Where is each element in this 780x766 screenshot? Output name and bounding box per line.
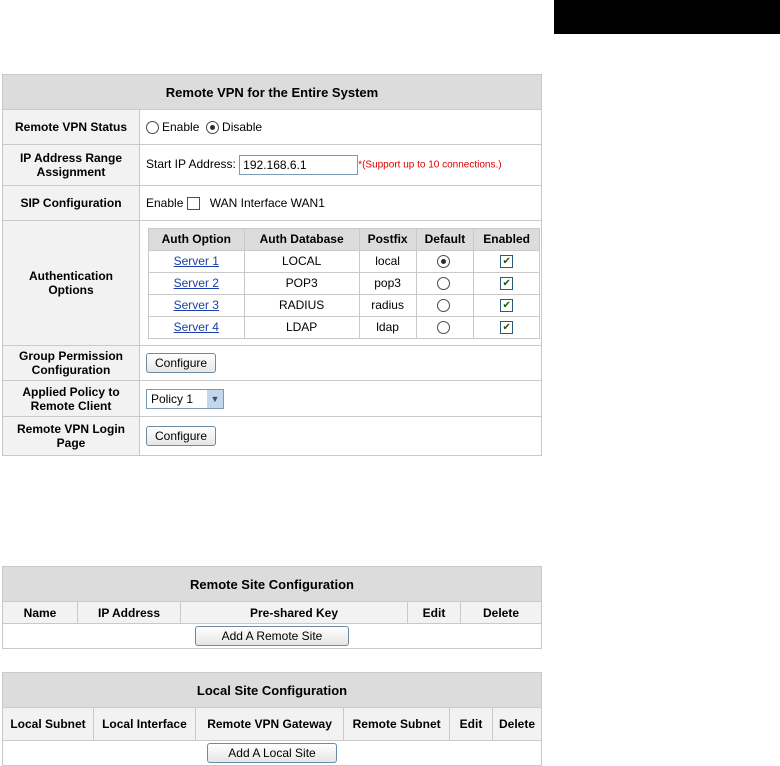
status-enable-label: Enable [162, 119, 200, 134]
sip-row [3, 186, 542, 221]
login-configure-button[interactable]: Configure [146, 426, 216, 446]
auth-header-enabled: Enabled [474, 228, 540, 250]
chevron-down-icon[interactable]: ▼ [207, 390, 223, 408]
auth-database: POP3 [244, 272, 359, 294]
enabled-checkbox-4[interactable]: ✔ [500, 321, 513, 334]
add-remote-site-button[interactable]: Add A Remote Site [195, 626, 350, 646]
remote-site-header-delete: Delete [461, 602, 542, 624]
remote-site-title: Remote Site Configuration [3, 567, 542, 602]
sip-label: SIP Configuration [3, 186, 140, 221]
login-page-label: Remote VPN Login Page [3, 417, 140, 456]
server-3-link[interactable]: Server 3 [173, 298, 219, 312]
remote-vpn-title: Remote VPN for the Entire System [3, 75, 542, 110]
auth-database: RADIUS [244, 294, 359, 316]
sip-enable-checkbox[interactable] [187, 197, 200, 210]
group-permission-label: Group Permission Configuration [3, 346, 140, 381]
local-site-header-gateway: Remote VPN Gateway [195, 708, 343, 741]
policy-selected-value: Policy 1 [151, 391, 194, 406]
group-configure-button[interactable]: Configure [146, 353, 216, 373]
login-page-row [3, 417, 542, 456]
remote-site-panel [2, 566, 542, 649]
remote-site-header-ip: IP Address [78, 602, 181, 624]
server-4-link[interactable]: Server 4 [173, 320, 219, 334]
enabled-checkbox-3[interactable]: ✔ [500, 299, 513, 312]
ip-range-label: IP Address Range Assignment [3, 145, 140, 186]
local-site-title: Local Site Configuration [3, 673, 542, 708]
status-disable-radio[interactable] [206, 121, 219, 134]
auth-postfix: ldap [359, 316, 416, 338]
connections-note: *(Support up to 10 connections.) [358, 159, 502, 171]
server-1-link[interactable]: Server 1 [173, 254, 219, 268]
policy-label: Applied Policy to Remote Client [3, 381, 140, 417]
remote-site-header-edit: Edit [408, 602, 461, 624]
auth-header-database: Auth Database [244, 228, 359, 250]
local-site-header-delete: Delete [493, 708, 542, 741]
ip-range-row [3, 145, 542, 186]
start-ip-input[interactable]: 192.168.6.1 [239, 155, 358, 175]
default-radio-3[interactable] [437, 299, 450, 312]
auth-header-postfix: Postfix [359, 228, 416, 250]
remote-vpn-status-row [3, 110, 542, 145]
local-site-header-remote-subnet: Remote Subnet [344, 708, 450, 741]
auth-header-default: Default [416, 228, 474, 250]
table-row [149, 316, 540, 338]
status-enable-radio[interactable] [146, 121, 159, 134]
default-radio-1[interactable] [437, 255, 450, 268]
local-site-header-subnet: Local Subnet [3, 708, 94, 741]
sip-wan-text: WAN Interface WAN1 [209, 195, 325, 210]
remote-vpn-panel [2, 74, 542, 456]
remote-site-header-key: Pre-shared Key [181, 602, 408, 624]
black-header-block [554, 0, 780, 34]
default-radio-4[interactable] [437, 321, 450, 334]
start-ip-label: Start IP Address: [146, 157, 236, 172]
local-site-header-edit: Edit [450, 708, 493, 741]
auth-options-label: Authentication Options [3, 221, 140, 346]
table-row [149, 294, 540, 316]
remote-vpn-status-label: Remote VPN Status [3, 110, 140, 145]
auth-postfix: radius [359, 294, 416, 316]
group-permission-row [3, 346, 542, 381]
default-radio-2[interactable] [437, 277, 450, 290]
status-disable-label: Disable [222, 119, 263, 134]
server-2-link[interactable]: Server 2 [173, 276, 219, 290]
local-site-header-interface: Local Interface [94, 708, 196, 741]
auth-postfix: local [359, 250, 416, 272]
auth-postfix: pop3 [359, 272, 416, 294]
add-local-site-button[interactable]: Add A Local Site [207, 743, 336, 763]
auth-database: LOCAL [244, 250, 359, 272]
local-site-panel [2, 672, 542, 766]
policy-row [3, 381, 542, 417]
remote-site-header-name: Name [3, 602, 78, 624]
auth-database: LDAP [244, 316, 359, 338]
enabled-checkbox-2[interactable]: ✔ [500, 277, 513, 290]
enabled-checkbox-1[interactable]: ✔ [500, 255, 513, 268]
table-row [149, 272, 540, 294]
auth-options-table [148, 228, 540, 339]
sip-enable-label: Enable [146, 195, 184, 210]
policy-select[interactable] [146, 389, 224, 409]
table-row [149, 250, 540, 272]
auth-header-option: Auth Option [149, 228, 245, 250]
auth-options-row [3, 221, 542, 346]
